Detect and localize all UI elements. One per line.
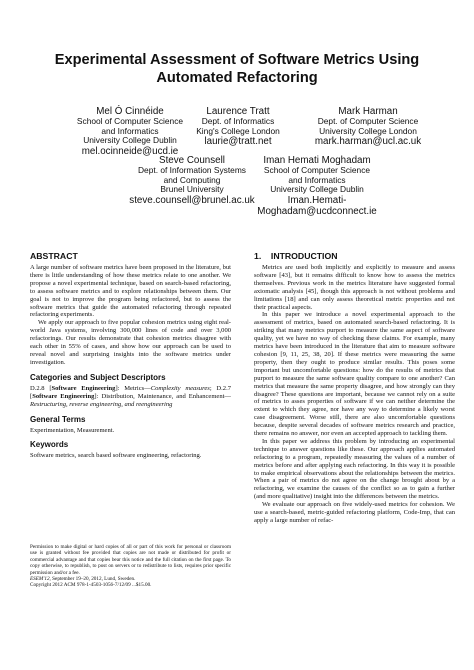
abstract-paragraph: A large number of software metrics have been proposed in the literature, but there is little understanding of how these metrics relate to one another. We propose a novel experimental technique, based on search-based refactoring, to assess software metrics and to explore relationships between them. Our goal is not to improve the program being refactored, but to assess the software metrics that guide the automated refactoring through repeated refactoring experiments. xyxy=(30,264,231,319)
author-name: Mel Ó Cinnéide xyxy=(96,106,164,117)
author-block-5 xyxy=(252,155,382,217)
intro-paragraph: Metrics are used both implicitly and explicitly to measure and assess software [43], but it remains difficult to know how to assess the metrics themselves. Previous work in the metrics literature have suggested formal axiomatic analysis [45], though this approach is not without problems and limitations [18] and can only assess theoretical metric properties and not their practical aspects. xyxy=(254,264,455,311)
title-line-2: Automated Refactoring xyxy=(156,70,318,86)
title-line-1: Experimental Assessment of Software Metrics Using xyxy=(54,52,420,68)
intro-paragraph: In this paper we introduce a novel experimental approach to the assessment of metrics, based on automated search-based refactoring. It is striking that many metrics purport to measure the same aspect of software quality, yet we have no way of checking these claims. For example, many metrics have been introduced in the literature that aim to measure software cohesion [9, 11, 25, 38, 20]. If these metrics were measuring the same property, then they ought to produce similar results. This poses some important but uncomfortable questions: how do the results of metrics that purport to measure the same software quality compare to one another? Can metrics that measure the same property disagree, and how strongly can they disagree? These questions are important, because we cannot rely on a suite of metrics to asses properties of software if we can neither determine the extent to which they agree, nor have any way to determine a likely worst case disagreement. Worse still, there are also uncomfortable questions because, despite several decades of software metrics research and practice, there remains no answer, nor even an accepted approach to tackling them. xyxy=(254,311,455,438)
conference-details: September 19–20, 2012, Lund, Sweden. xyxy=(50,576,136,583)
category-code: D.2.8 [ xyxy=(30,384,52,392)
author-block-2 xyxy=(178,106,298,147)
author-name: Steve Counsell xyxy=(159,155,225,166)
category-term: Software Engineering xyxy=(32,392,95,400)
general-terms-heading: General Terms xyxy=(30,414,86,424)
category-term: Software Engineering xyxy=(51,384,116,392)
author-block-3 xyxy=(298,106,438,147)
author-affiliation: School of Computer Science and Informatics University College Dublin xyxy=(263,165,371,195)
author-affiliation: Dept. of Computer Science University College London xyxy=(317,116,419,136)
acm-copyright: Copyright 2012 ACM 978-1-4503-1056-7/12/09 ...$15.00. xyxy=(30,582,152,589)
author-affiliation: Dept. of Informatics King's College London xyxy=(196,116,280,136)
abstract-paragraph: We apply our approach to five popular cohesion metrics using eight real-world Java systems, involving 300,000 lines of code and over 3,000 refactorings. Our results demonstrate that cohesion metrics disagree with each other in 55% of cases, and show how our approach can be used to reveal novel and surprising insights into the software metrics under investigation. xyxy=(30,319,231,366)
right-column xyxy=(254,251,455,525)
left-column xyxy=(30,251,231,460)
permission-text: Permission to make digital or hard copies of all or part of this work for personal or classroom use is granted without fee provided that copies are not made or distributed for profit or commercial advantage and that copies bear this notice and the full citation on the first page. To copy otherwise, to republish, to post on servers or to redistribute to lists, requires prior specific permission and/or a fee. xyxy=(30,544,231,576)
categories-heading: Categories and Subject Descriptors xyxy=(30,372,166,382)
categories-text xyxy=(30,385,231,409)
category-descriptor: Complexity measures xyxy=(150,384,210,392)
introduction-heading: 1. INTRODUCTION xyxy=(254,251,338,261)
category-code: ; D.2.7 [ xyxy=(30,384,231,400)
paper-title xyxy=(20,51,454,87)
author-email: steve.counsell@brunel.ac.uk xyxy=(129,194,255,206)
category-descriptor: Restructuring, reverse engineering, and reengineering xyxy=(30,400,173,408)
author-name: Iman Hemati Moghadam xyxy=(263,155,371,166)
category-text: ]: Metrics— xyxy=(115,384,151,392)
author-block-4 xyxy=(124,155,260,206)
intro-paragraph: We evaluate our approach on five widely-used metrics for cohesion. We use a search-based, metric-guided refactoring platform, Code-Imp, that can apply a large number of refac- xyxy=(254,501,455,524)
copyright-notice xyxy=(30,544,231,589)
author-name: Mark Harman xyxy=(338,106,398,117)
keywords-text: Software metrics, search based software engineering, refactoring. xyxy=(30,452,202,460)
author-name: Laurence Tratt xyxy=(206,106,270,117)
category-text: ]: Distribution, Maintenance, and Enhancement— xyxy=(94,392,231,400)
author-email: mel.ocinneide@ucd.ie xyxy=(81,145,179,157)
abstract-heading: ABSTRACT xyxy=(30,251,78,261)
author-affiliation: Dept. of Information Systems and Computing Brunel University xyxy=(138,165,246,195)
conference-name: ESEM'12, xyxy=(30,576,51,583)
author-email: laurie@tratt.net xyxy=(204,136,272,148)
author-email: Iman.Hemati- Moghadam@ucdconnect.ie xyxy=(257,194,377,217)
keywords-heading: Keywords xyxy=(30,440,69,450)
author-affiliation: School of Computer Science and Informatics University College Dublin xyxy=(76,116,184,146)
author-email: mark.harman@ucl.ac.uk xyxy=(314,136,422,148)
intro-paragraph: In this paper we address this problem by introducing an experimental technique to answer questions like these. Our approach applies automated refactoring to a program, repeatedly measuring the values of a number of metrics before and after applying each refactoring. In this way it is possible to make empirical observations about the relationships between the metrics. When a pair of metrics do not agree on the change brought about by a refactoring, we examine the causes of the conflict so as to gain a further (and more qualitative) insight into the differences between the metrics. xyxy=(254,437,455,501)
general-terms-text: Experimentation, Measurement. xyxy=(30,426,115,434)
